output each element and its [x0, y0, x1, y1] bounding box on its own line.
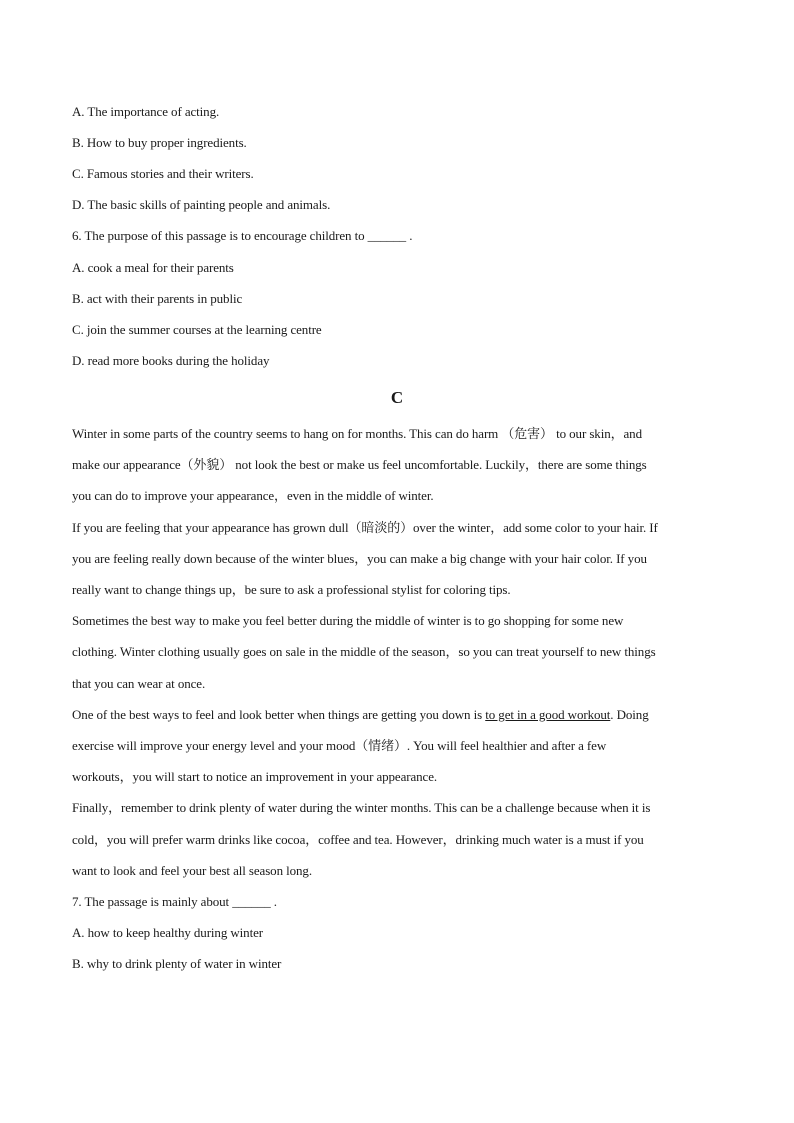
q7-option-a: A. how to keep healthy during winter: [72, 925, 263, 940]
passage-line-workout: [72, 706, 722, 724]
q6-option-c: C. join the summer courses at the learning centre: [72, 322, 322, 337]
q6-option-b: B. act with their parents in public: [72, 291, 243, 306]
q7-option-b: B. why to drink plenty of water in winter: [72, 956, 282, 971]
section-c-heading: C: [390, 388, 404, 407]
passage-line: really want to change things up，be sure to ask a professional stylist for coloring tips.: [72, 582, 511, 597]
passage-line: workouts，you will start to notice an improvement in your appearance.: [72, 769, 438, 784]
passage-line: that you can wear at once.: [72, 676, 206, 691]
q6-option-d: D. read more books during the holiday: [72, 353, 270, 368]
underlined-phrase: to get in a good workout: [485, 707, 611, 722]
passage-line: cold，you will prefer warm drinks like cocoa，coffee and tea. However，drinking much water is a must if you: [72, 832, 644, 847]
q6-option-a: A. cook a meal for their parents: [72, 260, 234, 275]
passage-line: clothing. Winter clothing usually goes on sale in the middle of the season，so you can treat yourself to new things: [72, 644, 656, 659]
q5-option-b: B. How to buy proper ingredients.: [72, 135, 247, 150]
passage-line: you are feeling really down because of the winter blues，you can make a big change with your hair color. If you: [72, 551, 647, 566]
passage-line: If you are feeling that your appearance has grown dull（暗淡的）over the winter，add some color to your hair. If: [72, 520, 658, 535]
passage-line: you can do to improve your appearance，even in the middle of winter.: [72, 488, 434, 503]
passage-line: exercise will improve your energy level and your mood（情绪）. You will feel healthier and after a few: [72, 738, 607, 753]
passage-line: want to look and feel your best all season long.: [72, 863, 312, 878]
q5-option-d: D. The basic skills of painting people and animals.: [72, 197, 331, 212]
q5-option-c: C. Famous stories and their writers.: [72, 166, 254, 181]
passage-line: Winter in some parts of the country seems to hang on for months. This can do harm （危害） to our skin，and: [72, 426, 642, 441]
passage-line: Sometimes the best way to make you feel better during the middle of winter is to go shopping for some new: [72, 613, 624, 628]
q6-stem: 6. The purpose of this passage is to encourage children to ______ .: [72, 228, 413, 243]
passage-line: Finally，remember to drink plenty of water during the winter months. This can be a challenge because when it is: [72, 800, 651, 815]
q7-stem: 7. The passage is mainly about ______ .: [72, 894, 277, 909]
workout-text-before: One of the best ways to feel and look better when things are getting you down is: [72, 707, 486, 722]
workout-text-after: . Doing: [610, 707, 649, 722]
passage-line: make our appearance（外貌） not look the best or make us feel uncomfortable. Luckily，there are some things: [72, 457, 647, 472]
q5-option-a: A. The importance of acting.: [72, 104, 220, 119]
